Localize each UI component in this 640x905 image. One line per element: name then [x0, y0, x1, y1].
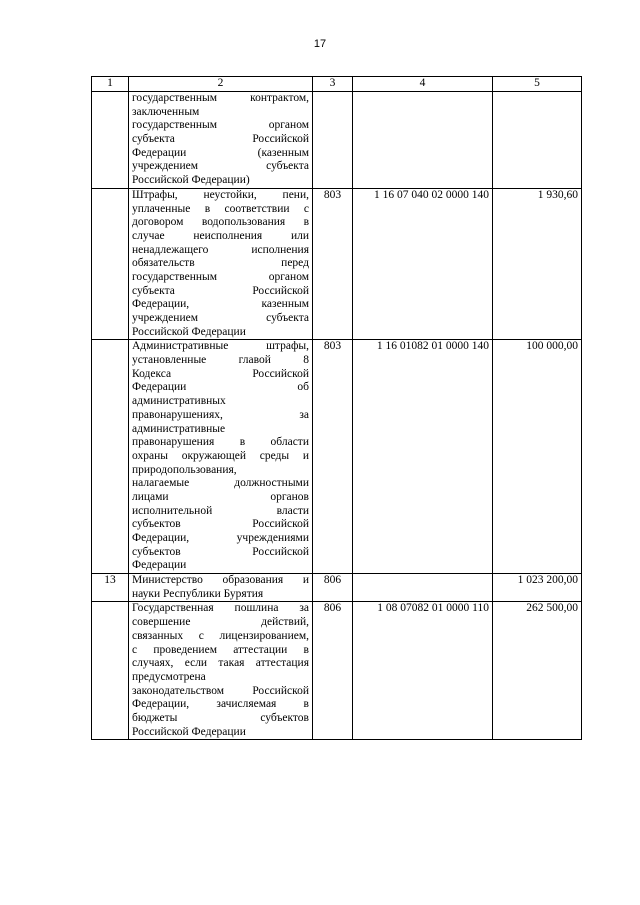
description-line: обязательств перед: [132, 257, 309, 270]
budget-code-cell: 1 16 01082 01 0000 140: [353, 340, 493, 574]
page-number: 17: [313, 38, 327, 50]
admin-code-cell: 806: [313, 602, 353, 740]
description-line: субъекта Российской: [132, 284, 309, 297]
amount-cell: 262 500,00: [493, 602, 582, 740]
description-line: налагаемые должностными: [132, 477, 309, 490]
description-line: правонарушения в области: [132, 436, 309, 449]
table-row: [92, 92, 582, 189]
row-number-cell: [92, 602, 129, 740]
description-line: административные: [132, 422, 226, 435]
description-line: административных: [132, 395, 226, 408]
description-line: учреждением субъекта: [132, 312, 309, 324]
column-header: 4: [353, 77, 493, 92]
description-line: уплаченные в соответствии с: [132, 202, 309, 215]
admin-code-cell: 803: [313, 340, 353, 574]
description-line: Федерации об: [132, 381, 309, 394]
description-line: ненадлежащего исполнения: [132, 243, 309, 256]
amount-cell: [493, 92, 582, 189]
description-cell: [129, 340, 313, 574]
header-row: [92, 77, 582, 92]
description-line: субъекта Российской: [132, 133, 309, 146]
description-line: субъектов Российской: [132, 518, 309, 531]
description-line: правонарушениях, за: [132, 408, 309, 421]
description-line: Федерации, казенным: [132, 298, 309, 311]
description-line: исполнительной власти: [132, 504, 309, 517]
description-cell: [129, 574, 313, 602]
description-line: лицами органов: [132, 490, 309, 503]
description-line: государственным органом: [132, 270, 309, 283]
amount-cell: 1 023 200,00: [493, 574, 582, 602]
table-body: [92, 92, 582, 740]
description-line: государственным контрактом,: [132, 92, 309, 104]
description-line: Российской Федерации: [132, 725, 246, 738]
description-line: Федерации, учреждениями: [132, 532, 309, 544]
description-line: установленные главой 8: [132, 354, 309, 367]
description-line: Федерации (казенным: [132, 146, 309, 159]
column-header: 5: [493, 77, 582, 92]
row-number-cell: [92, 92, 129, 189]
admin-code-cell: 803: [313, 188, 353, 340]
description-line: заключенным: [132, 105, 200, 118]
description-line: договором водопользования в: [132, 216, 309, 229]
description-line: с проведением аттестации в: [132, 643, 309, 656]
admin-code-cell: [313, 92, 353, 189]
description-line: Административные штрафы,: [132, 340, 309, 353]
description-line: Федерации, зачисляемая в: [132, 698, 309, 711]
description-line: учреждением субъекта: [132, 160, 309, 173]
description-line: Российской Федерации: [132, 325, 246, 338]
column-header: 1: [92, 77, 129, 92]
column-header: 3: [313, 77, 353, 92]
description-line: государственным органом: [132, 119, 309, 132]
description-line: науки Республики Бурятия: [132, 587, 264, 600]
description-line: бюджеты субъектов: [132, 711, 309, 724]
budget-code-cell: [353, 574, 493, 602]
budget-code-cell: 1 08 07082 01 0000 110: [353, 602, 493, 740]
table-row: [92, 602, 582, 740]
table-row: [92, 188, 582, 340]
description-line: законодательством Российской: [132, 684, 309, 697]
description-line: Федерации: [132, 559, 187, 572]
description-line: совершение действий,: [132, 616, 309, 629]
row-number-cell: [92, 340, 129, 574]
description-cell: [129, 602, 313, 740]
budget-code-cell: 1 16 07 040 02 0000 140: [353, 188, 493, 340]
description-line: Государственная пошлина за: [132, 602, 309, 615]
description-line: охраны окружающей среды и: [132, 449, 309, 462]
admin-code-cell: 806: [313, 574, 353, 602]
description-cell: [129, 188, 313, 340]
description-line: Министерство образования и: [132, 574, 309, 587]
description-line: Кодекса Российской: [132, 367, 309, 380]
description-line: природопользования,: [132, 463, 237, 476]
amount-cell: 1 930,60: [493, 188, 582, 340]
description-cell: [129, 92, 313, 189]
table-row: [92, 340, 582, 574]
revenue-table: [91, 76, 582, 740]
description-line: случаях, если такая аттестация: [132, 657, 309, 670]
column-header: 2: [129, 77, 313, 92]
description-line: связанных с лицензированием,: [132, 629, 309, 642]
description-line: Российской Федерации): [132, 174, 250, 187]
description-line: случае неисполнения или: [132, 229, 309, 242]
row-number-cell: [92, 188, 129, 340]
description-line: субъектов Российской: [132, 545, 309, 558]
budget-code-cell: [353, 92, 493, 189]
table-row: [92, 574, 582, 602]
row-number-cell: 13: [92, 574, 129, 602]
amount-cell: 100 000,00: [493, 340, 582, 574]
description-line: предусмотрена: [132, 670, 206, 683]
description-line: Штрафы, неустойки, пени,: [132, 188, 309, 201]
